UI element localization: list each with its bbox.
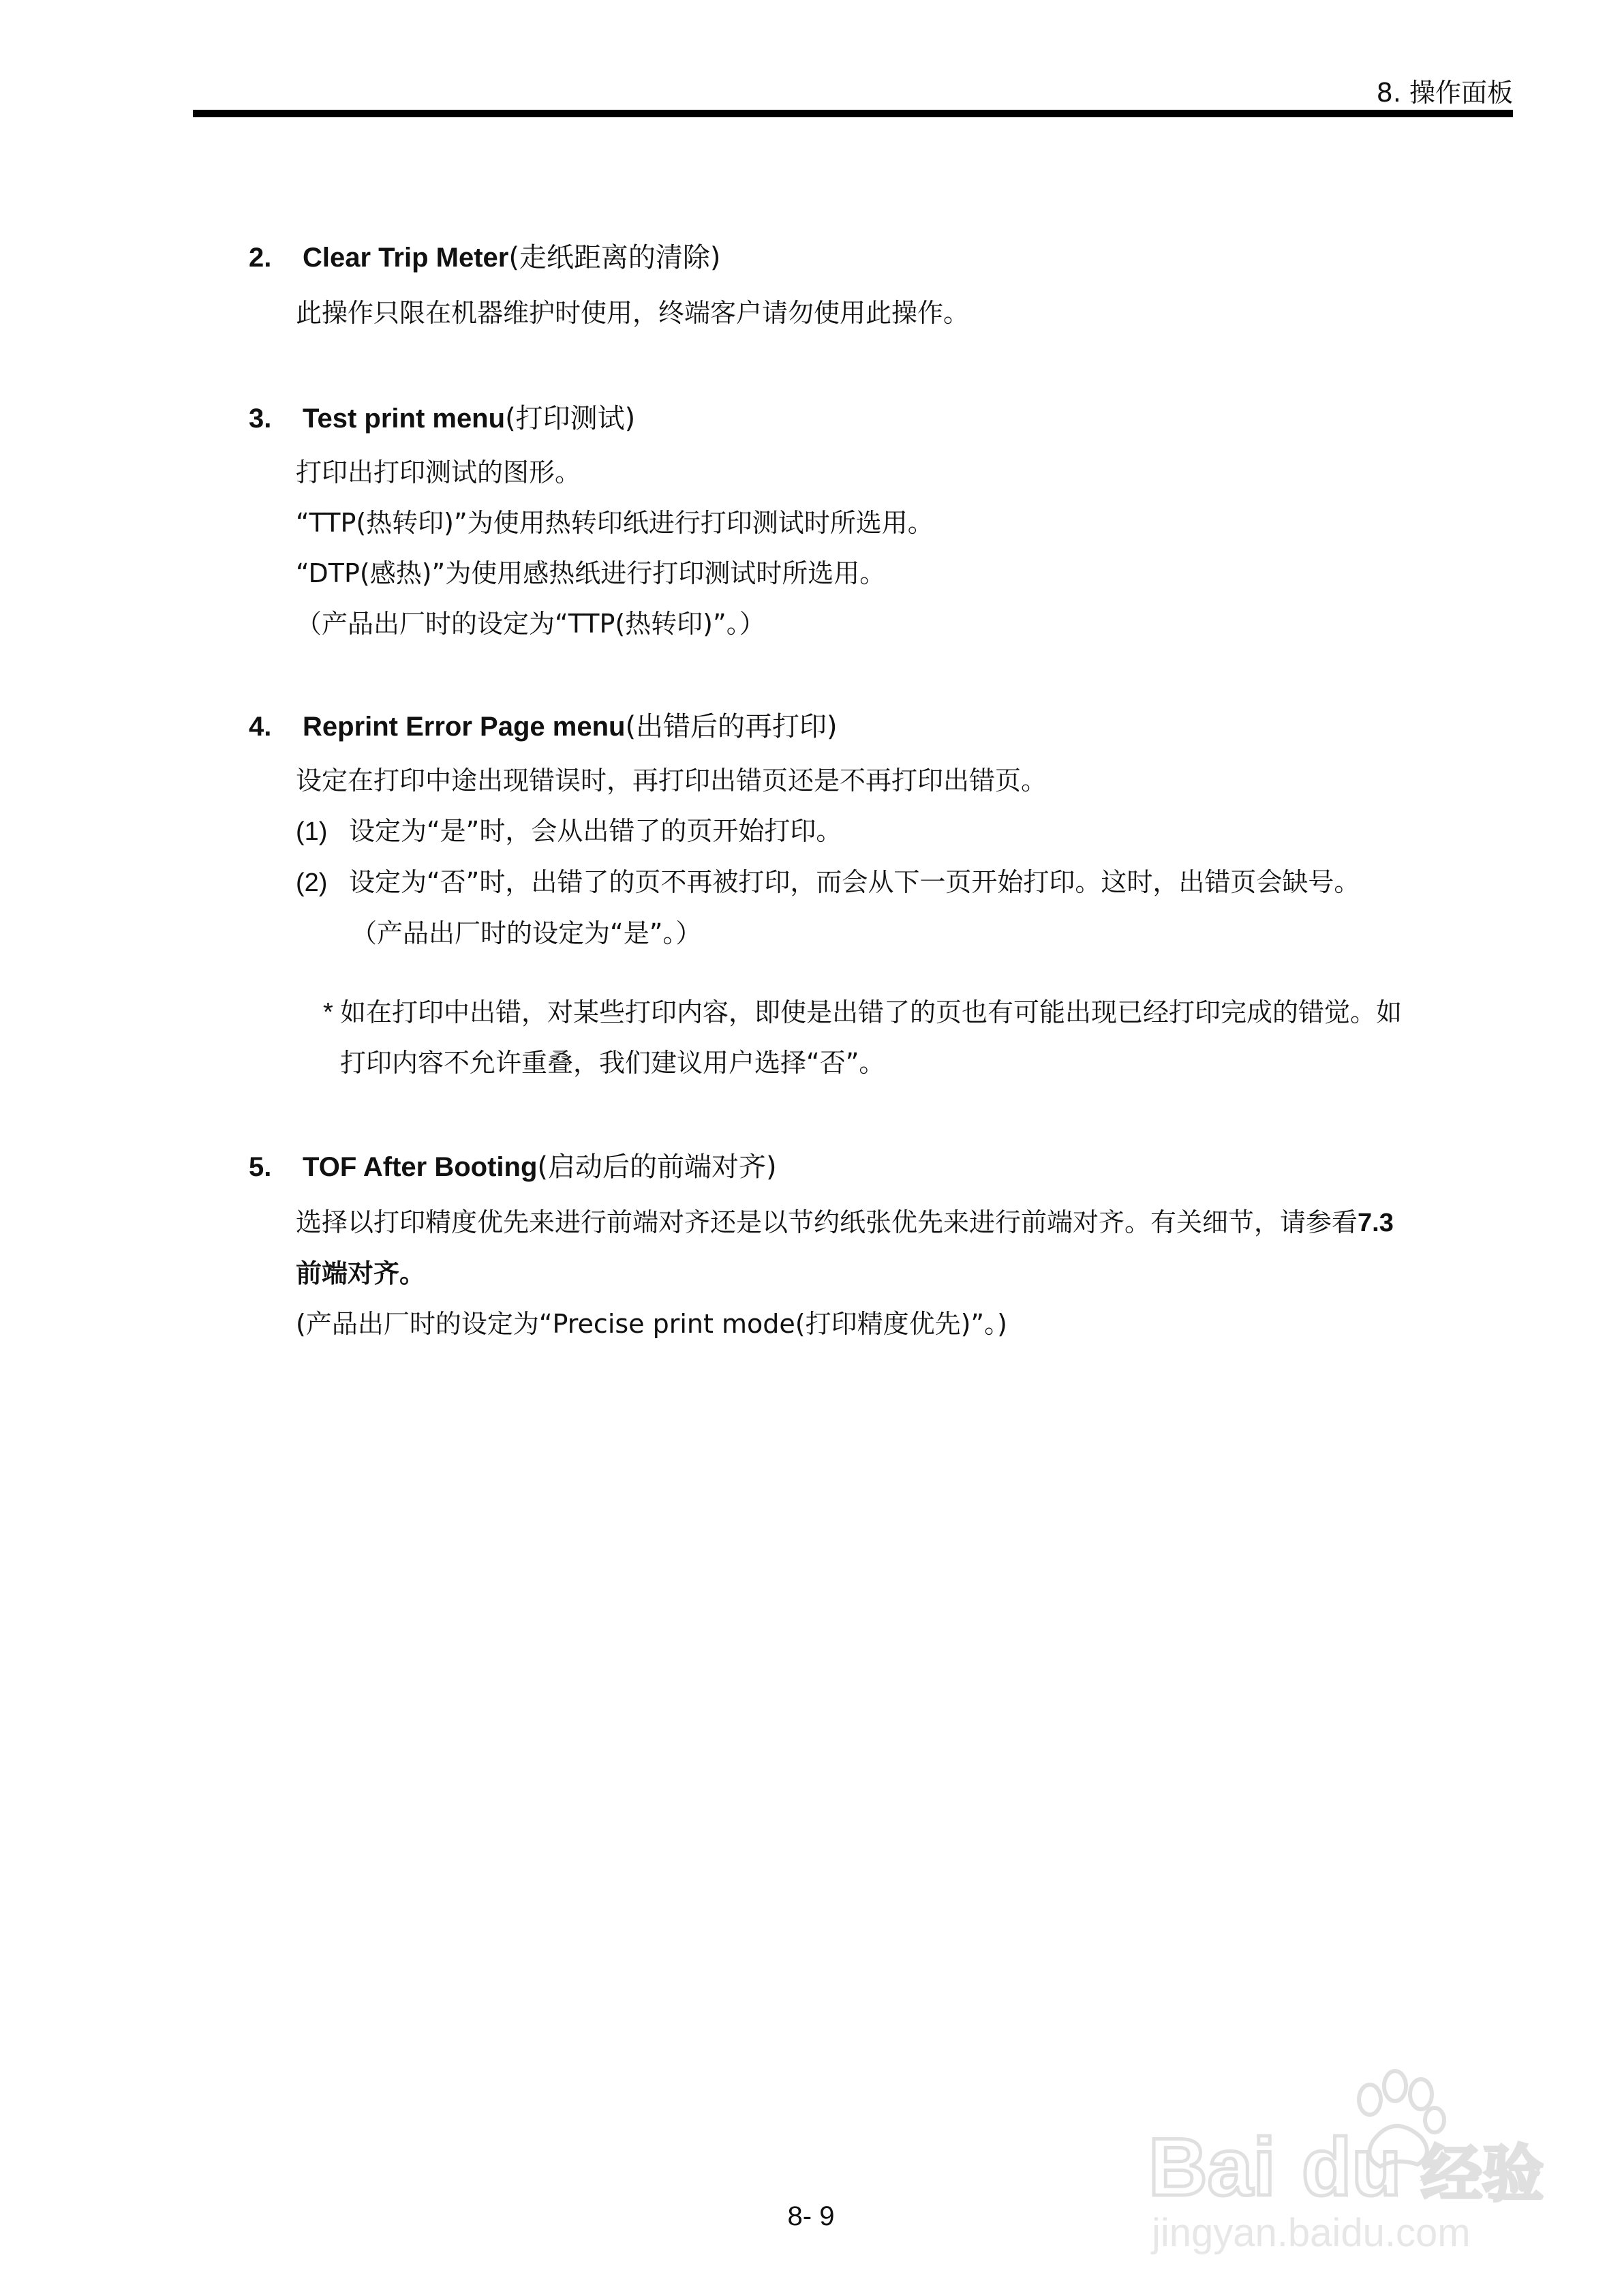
section-tof-after-booting <box>249 1149 1516 1349</box>
chapter-title: 8. 操作面板 <box>1376 78 1513 108</box>
paragraph-text: 选择以打印精度优先来进行前端对齐还是以节约纸张优先来进行前端对齐。有关细节，请参看 <box>296 1207 1358 1237</box>
list-item <box>249 857 1516 908</box>
default-setting-note: （产品出厂时的设定为“是”。） <box>351 918 702 948</box>
default-setting-note: （产品出厂时的设定为“TTP(热转印)”。） <box>296 609 765 639</box>
section-title-en: Reprint Error Page menu <box>303 712 626 742</box>
default-setting-note: (产品出厂时的设定为“Precise print mode(打印精度优先)”。) <box>296 1309 1007 1339</box>
section-reference: 7.3 <box>1358 1209 1394 1237</box>
section-title-zh: (打印测试) <box>505 403 636 434</box>
paragraph: 设定在打印中途出现错误时，再打印出错页还是不再打印出错页。 <box>296 766 1047 796</box>
section-heading <box>249 401 1516 436</box>
section-title-zh: (出错后的再打印) <box>625 711 838 742</box>
paragraph-ttp: “TTP(热转印)”为使用热转印纸进行打印测试时所选用。 <box>296 508 934 538</box>
svg-text:Bai: Bai <box>1148 2121 1276 2213</box>
list-marker: (2) <box>296 868 328 897</box>
list-item <box>249 806 1516 857</box>
section-heading <box>249 1149 1516 1185</box>
section-clear-trip-meter <box>249 240 1516 338</box>
paragraph: 此操作只限在机器维护时使用，终端客户请勿使用此操作。 <box>296 298 970 328</box>
reference-title: 前端对齐。 <box>296 1258 426 1288</box>
header-rule <box>193 110 1513 117</box>
page-number: 8- 9 <box>787 2201 835 2231</box>
paragraph-dtp: “DTP(感热)”为使用感热纸进行打印测试时所选用。 <box>296 558 886 588</box>
section-title-en: Test print menu <box>303 404 506 434</box>
section-heading <box>249 709 1516 744</box>
section-title-zh: (启动后的前端对齐) <box>537 1151 777 1183</box>
footnote-line: 如在打印中出错，对某些打印内容，即使是出错了的页也有可能出现已经打印完成的错觉。如 <box>340 997 1403 1027</box>
baidu-watermark-logo <box>1148 2059 1544 2263</box>
section-reprint-error-page <box>249 709 1516 1088</box>
section-heading <box>249 240 1516 275</box>
list-marker: (1) <box>296 817 328 846</box>
section-number: 2. <box>249 243 272 273</box>
paragraph <box>249 1197 1516 1248</box>
section-number: 4. <box>249 712 272 742</box>
paragraph: 打印出打印测试的图形。 <box>296 457 581 487</box>
section-title-en: TOF After Booting <box>303 1152 538 1182</box>
footnote-star: * <box>323 998 333 1027</box>
section-number: 5. <box>249 1152 272 1182</box>
list-item-text: 设定为“是”时，会从出错了的页开始打印。 <box>349 816 842 846</box>
list-item-text: 设定为“否”时，出错了的页不再被打印，而会从下一页开始打印。这时，出错页会缺号。 <box>349 867 1360 897</box>
svg-text:du: du <box>1302 2121 1402 2213</box>
section-title-en: Clear Trip Meter <box>303 243 509 273</box>
section-test-print-menu <box>249 401 1516 649</box>
page-header <box>193 74 1513 117</box>
svg-text:jingyan.baidu.com: jingyan.baidu.com <box>1152 2211 1471 2255</box>
section-number: 3. <box>249 404 272 434</box>
footnote-line: 打印内容不允许重叠，我们建议用户选择“否”。 <box>340 1048 885 1078</box>
footnote <box>249 987 1516 1088</box>
section-title-zh: (走纸距离的清除) <box>508 242 721 273</box>
paragraph-continued <box>249 1248 1516 1299</box>
svg-text:经验: 经验 <box>1421 2139 1544 2210</box>
